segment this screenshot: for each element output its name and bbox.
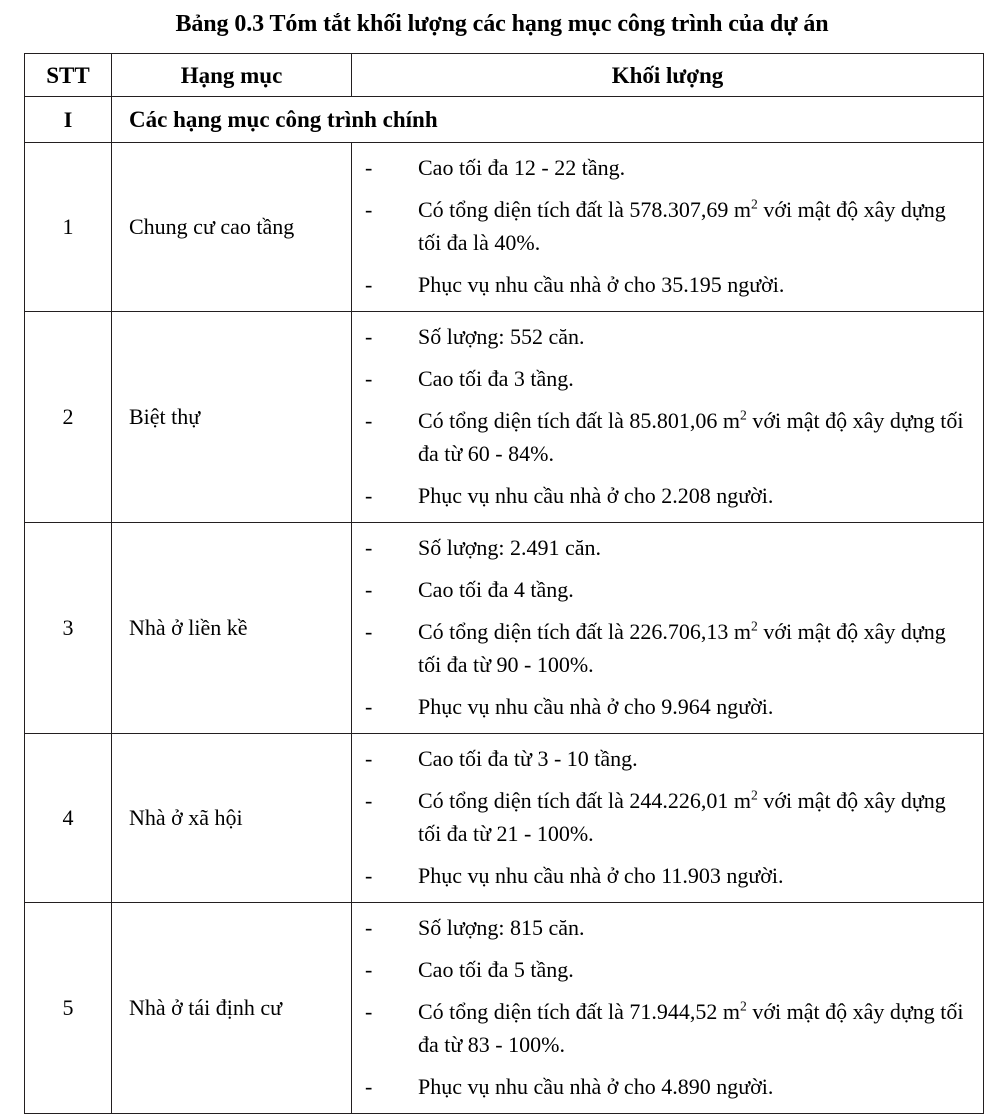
bullet-text-tail: với mật độ xây dựng tối đa từ 60 - 84%. (418, 408, 964, 466)
bullet-dash-icon: - (365, 1074, 373, 1099)
bullet-dash-icon: - (365, 863, 373, 888)
bullet-text-tail: với mật độ xây dựng tối đa từ 21 - 100%. (418, 788, 946, 846)
bullet-dash-icon: - (365, 619, 373, 644)
volume-bullet-item (365, 995, 971, 1061)
bullet-dash-icon: - (365, 155, 373, 180)
row-item-name: Nhà ở xã hội (112, 734, 352, 903)
table-caption: Bảng 0.3 Tóm tắt khối lượng các hạng mục công trình của dự án (175, 11, 829, 37)
table-row (25, 523, 984, 734)
bullet-text: Có tổng diện tích đất là 85.801,06 m (418, 408, 741, 433)
table-row (25, 734, 984, 903)
bullet-text: Số lượng: 815 căn. (418, 915, 585, 940)
volume-bullet-list (365, 320, 971, 512)
bullet-text: Có tổng diện tích đất là 578.307,69 m (418, 197, 752, 222)
table-row (25, 903, 984, 1114)
bullet-text: Cao tối đa 3 tầng. (418, 366, 574, 391)
bullet-dash-icon: - (365, 577, 373, 602)
table-row (25, 312, 984, 523)
section-number: I (25, 97, 112, 143)
row-number: 3 (25, 523, 112, 734)
bullet-dash-icon: - (365, 746, 373, 771)
bullet-dash-icon: - (365, 915, 373, 940)
section-label: Các hạng mục công trình chính (112, 97, 984, 143)
row-number: 2 (25, 312, 112, 523)
volume-bullet-item (365, 784, 971, 850)
volume-bullet-item (365, 404, 971, 470)
bullet-text: Cao tối đa từ 3 - 10 tầng. (418, 746, 638, 771)
bullet-text: Cao tối đa 4 tầng. (418, 577, 574, 602)
volume-bullet-item (365, 573, 971, 606)
volume-bullet-list (365, 911, 971, 1103)
bullet-text: Cao tối đa 5 tầng. (418, 957, 574, 982)
bullet-text: Phục vụ nhu cầu nhà ở cho 2.208 người. (418, 483, 774, 508)
volume-bullet-item (365, 320, 971, 353)
table-row (25, 143, 984, 312)
bullet-dash-icon: - (365, 324, 373, 349)
table-body (25, 54, 984, 1114)
row-number: 4 (25, 734, 112, 903)
column-header-item: Hạng mục (112, 54, 352, 97)
bullet-text: Số lượng: 2.491 căn. (418, 535, 602, 560)
row-item-name: Chung cư cao tầng (112, 143, 352, 312)
row-item-name: Nhà ở liền kề (112, 523, 352, 734)
unit-superscript: 2 (740, 998, 747, 1014)
bullet-dash-icon: - (365, 957, 373, 982)
volume-bullet-item (365, 690, 971, 723)
project-volume-table (24, 53, 984, 1114)
volume-bullet-item (365, 911, 971, 944)
bullet-dash-icon: - (365, 408, 373, 433)
volume-bullet-item (365, 859, 971, 892)
volume-bullet-item (365, 953, 971, 986)
volume-bullet-item (365, 193, 971, 259)
bullet-dash-icon: - (365, 999, 373, 1024)
row-number: 1 (25, 143, 112, 312)
volume-bullet-item (365, 531, 971, 564)
bullet-text: Cao tối đa 12 - 22 tầng. (418, 155, 626, 180)
bullet-text-tail: với mật độ xây dựng tối đa là 40%. (418, 197, 946, 255)
bullet-text: Phục vụ nhu cầu nhà ở cho 9.964 người. (418, 694, 774, 719)
row-item-name: Biệt thự (112, 312, 352, 523)
bullet-text: Có tổng diện tích đất là 226.706,13 m (418, 619, 752, 644)
bullet-text: Phục vụ nhu cầu nhà ở cho 11.903 người. (418, 863, 784, 888)
table-section-row (25, 97, 984, 143)
volume-bullet-item (365, 362, 971, 395)
bullet-dash-icon: - (365, 366, 373, 391)
bullet-text: Phục vụ nhu cầu nhà ở cho 4.890 người. (418, 1074, 774, 1099)
volume-bullet-item (365, 268, 971, 301)
bullet-text-tail: với mật độ xây dựng tối đa từ 83 - 100%. (418, 999, 964, 1057)
row-volume-cell (352, 734, 984, 903)
volume-bullet-item (365, 151, 971, 184)
bullet-dash-icon: - (365, 694, 373, 719)
volume-bullet-item (365, 615, 971, 681)
table-header-row (25, 54, 984, 97)
volume-bullet-list (365, 531, 971, 723)
volume-bullet-item (365, 1070, 971, 1103)
bullet-dash-icon: - (365, 788, 373, 813)
row-volume-cell (352, 903, 984, 1114)
column-header-volume: Khối lượng (352, 54, 984, 97)
unit-superscript: 2 (751, 196, 758, 212)
bullet-dash-icon: - (365, 483, 373, 508)
row-volume-cell (352, 143, 984, 312)
bullet-text: Có tổng diện tích đất là 71.944,52 m (418, 999, 741, 1024)
unit-superscript: 2 (751, 787, 758, 803)
column-header-stt: STT (25, 54, 112, 97)
volume-bullet-list (365, 742, 971, 892)
bullet-dash-icon: - (365, 535, 373, 560)
bullet-text: Phục vụ nhu cầu nhà ở cho 35.195 người. (418, 272, 785, 297)
unit-superscript: 2 (740, 407, 747, 423)
row-volume-cell (352, 312, 984, 523)
row-number: 5 (25, 903, 112, 1114)
row-item-name: Nhà ở tái định cư (112, 903, 352, 1114)
bullet-dash-icon: - (365, 272, 373, 297)
row-volume-cell (352, 523, 984, 734)
bullet-text-tail: với mật độ xây dựng tối đa từ 90 - 100%. (418, 619, 946, 677)
unit-superscript: 2 (751, 618, 758, 634)
volume-bullet-list (365, 151, 971, 301)
volume-bullet-item (365, 479, 971, 512)
bullet-text: Số lượng: 552 căn. (418, 324, 585, 349)
bullet-dash-icon: - (365, 197, 373, 222)
bullet-text: Có tổng diện tích đất là 244.226,01 m (418, 788, 752, 813)
volume-bullet-item (365, 742, 971, 775)
